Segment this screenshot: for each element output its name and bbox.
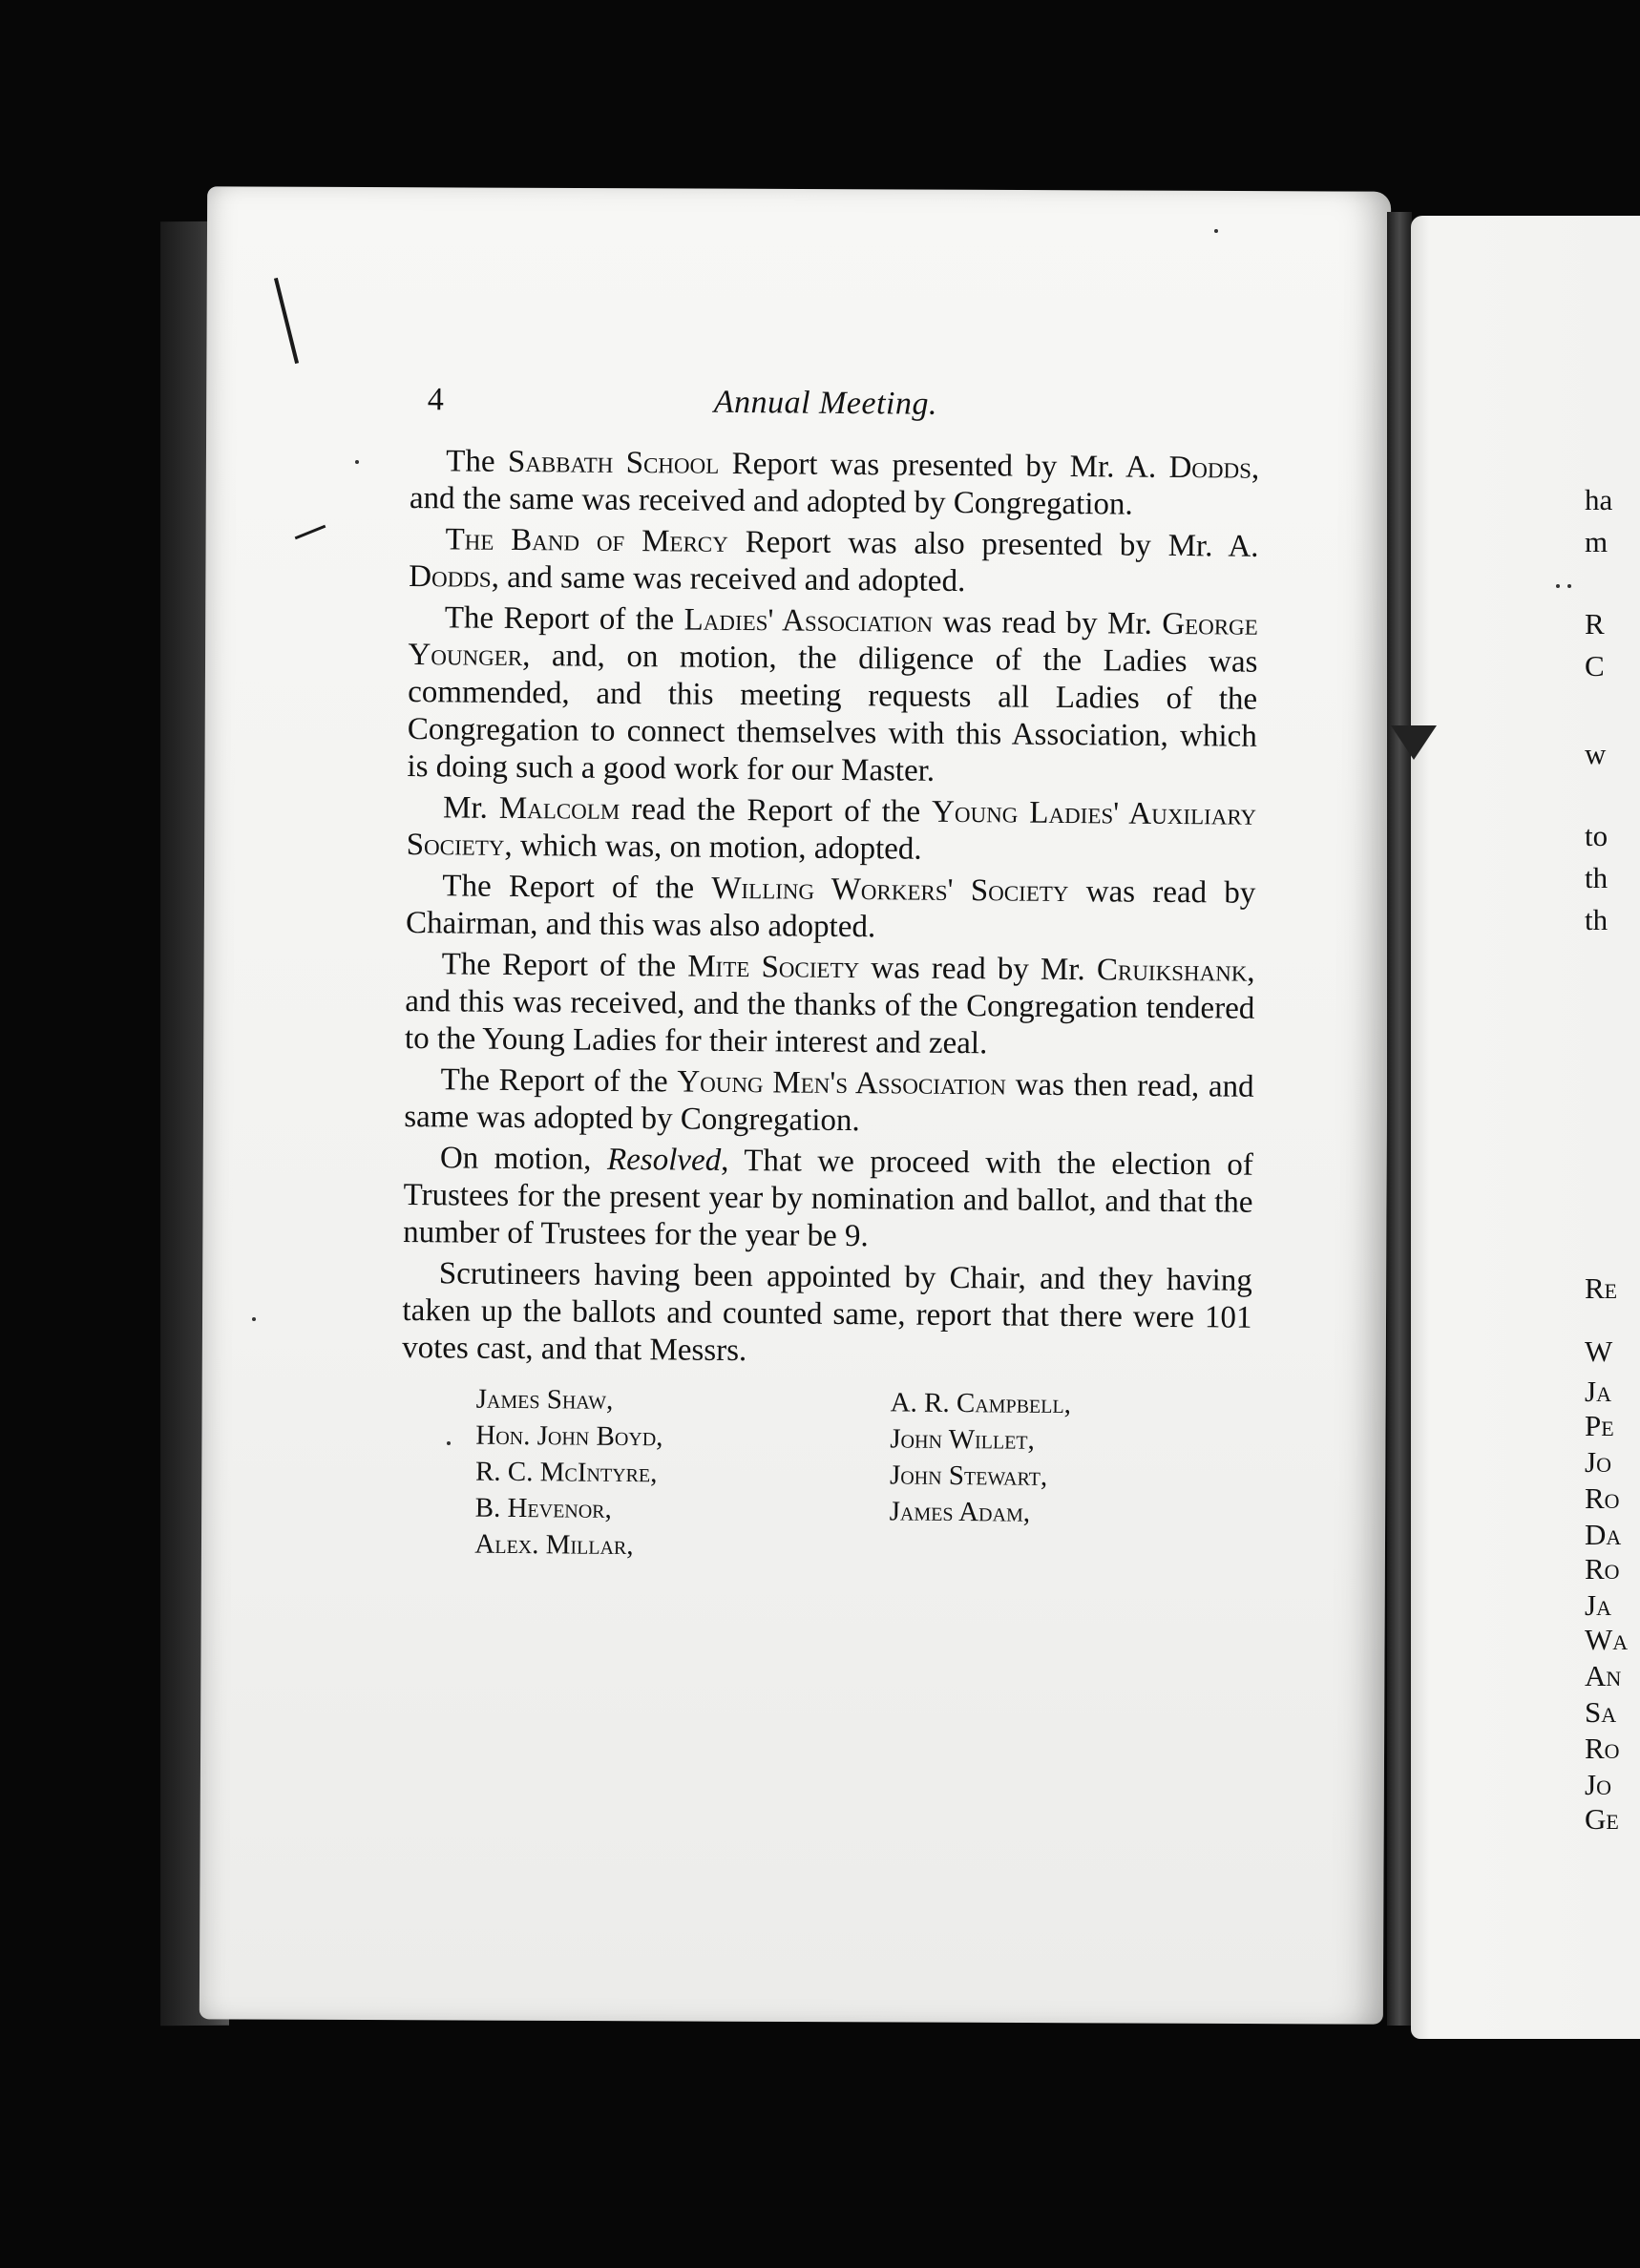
trustee-name: B. Hevenor,	[474, 1492, 612, 1524]
right-page-fragment: th	[1585, 861, 1608, 894]
speck	[252, 1317, 256, 1321]
right-page-fragment: Ja	[1585, 1588, 1611, 1622]
right-page-fragment: W	[1585, 1334, 1613, 1368]
trustee-name: Alex. Millar,	[474, 1528, 634, 1562]
speck	[1556, 584, 1560, 588]
trustee-name: A. R. Campbell,	[890, 1387, 1072, 1420]
paragraph-ladies-association: The Report of the Ladies' Association was read by Mr. George Younger, and, on motion, the diligence of the Ladies was commended, and this meeting requests all Ladies of the Congregation to connect themselves with this Association, which is doing such a good work for our Master.	[407, 600, 1258, 788]
trustee-name: Hon. John Boyd,	[475, 1419, 663, 1453]
clip-mark-icon	[1391, 725, 1437, 760]
paragraph-sabbath-school: The Sabbath School Report was presented by Mr. A. Dodds, and the same was received and adopted by Congregation.	[409, 444, 1260, 522]
right-page-fragment: m	[1585, 525, 1608, 558]
right-page-fragment: Ja	[1585, 1375, 1611, 1408]
paragraph-young-ladies-auxiliary: Mr. Malcolm read the Report of the Young Ladies' Auxiliary Society, which was, on motion, adopted.	[406, 790, 1257, 867]
page-number: 4	[427, 382, 444, 418]
trustee-name: John Willet,	[890, 1423, 1035, 1456]
right-page-fragment: Jo	[1585, 1768, 1611, 1801]
right-page-fragment: R	[1585, 607, 1605, 640]
running-head: Annual Meeting.	[713, 384, 938, 422]
right-page-fragment: to	[1585, 819, 1608, 852]
paragraph-willing-workers: The Report of the Willing Workers' Society was read by Chairman, and this was also adopted.	[405, 869, 1256, 945]
right-page-fragment: Ro	[1585, 1732, 1620, 1765]
speck	[355, 460, 359, 464]
right-page-fragment: An	[1585, 1659, 1622, 1692]
trustee-names-left-column	[474, 1381, 663, 1564]
paragraph-band-of-mercy: The Band of Mercy Report was also presented by Mr. A. Dodds, and same was received and adopted.	[409, 522, 1259, 599]
paragraph-scrutineers: Scrutineers having been appointed by Chair, and they having taken up the ballots and counted same, report that there were 101 votes cast, and that Messrs.	[402, 1256, 1252, 1369]
trustee-names-right-column	[890, 1384, 1072, 1531]
right-page-fragment: Jo	[1585, 1445, 1611, 1479]
trustee-names	[400, 1380, 1251, 1588]
right-page-fragment: Da	[1585, 1518, 1622, 1551]
right-page-fragment: Wa	[1585, 1623, 1629, 1656]
trustee-name: James Adam,	[889, 1496, 1031, 1528]
paragraph-young-mens-association: The Report of the Young Men's Association was then read, and same was adopted by Congregation.	[404, 1062, 1254, 1139]
paragraph-trustee-election: On motion, Resolved, That we proceed with the election of Trustees for the present year by nomination and ballot, and that the number of Trustees for the year be 9.	[403, 1141, 1254, 1254]
right-page-fragment: Ge	[1585, 1802, 1619, 1836]
right-page-fragment: ha	[1585, 483, 1613, 516]
trustee-name: John Stewart,	[889, 1460, 1048, 1492]
right-page-fragment: Sa	[1585, 1695, 1617, 1729]
paragraph-mite-society: The Report of the Mite Society was read by Mr. Cruikshank, and this was received, and the thanks of the Congregation tendered to the Young Ladies for their interest and zeal.	[404, 947, 1255, 1061]
speck	[1567, 584, 1571, 588]
right-page-fragment: Ro	[1585, 1552, 1620, 1586]
speck	[1214, 229, 1218, 233]
right-page-fragment: Re	[1585, 1271, 1618, 1305]
page-gutter	[1387, 212, 1412, 2026]
right-page-fragment: Pe	[1585, 1409, 1614, 1442]
right-page-fragment: C	[1585, 649, 1605, 682]
right-page-fragment: w	[1585, 737, 1607, 770]
page-text-block	[400, 382, 1260, 1588]
right-page-fragment: th	[1585, 903, 1608, 936]
right-page-fragment: Ro	[1585, 1481, 1620, 1515]
page-header	[410, 382, 1260, 451]
trustee-name: James Shaw,	[475, 1383, 614, 1416]
trustee-name: R. C. McIntyre,	[474, 1456, 658, 1489]
